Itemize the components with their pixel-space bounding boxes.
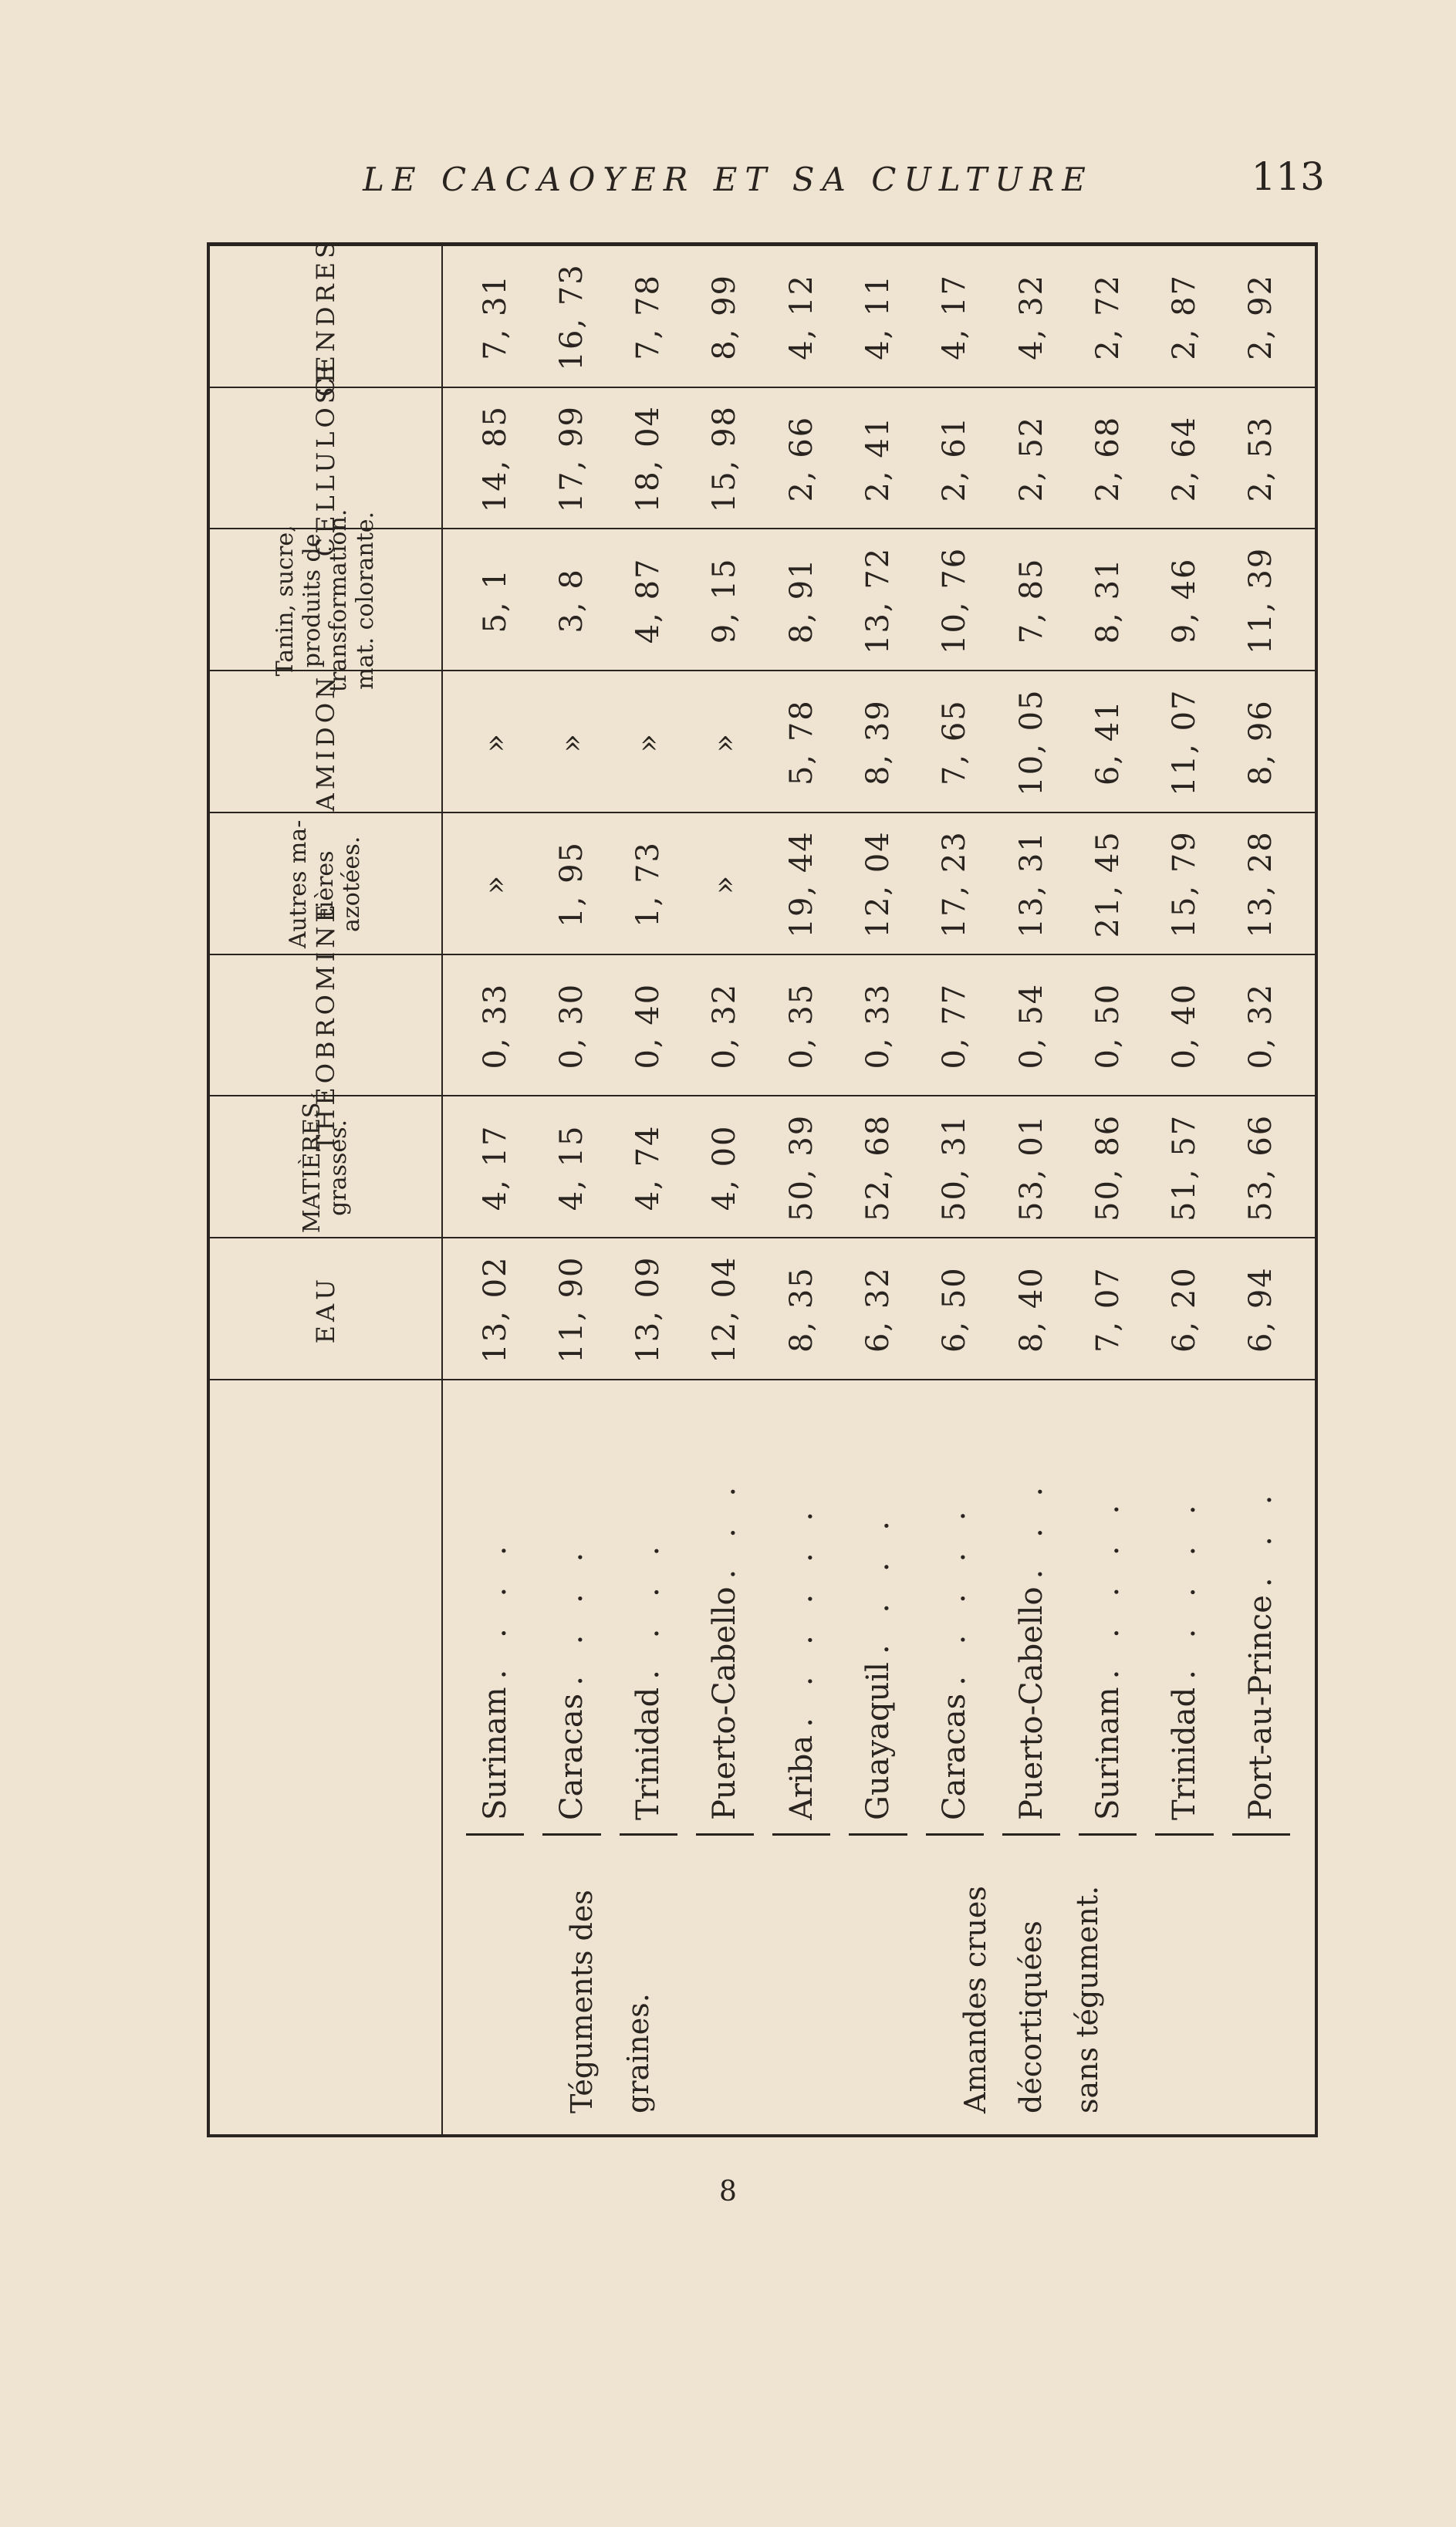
cell-eau: 12, 04 — [707, 1255, 743, 1363]
column-header-ta: Tanin, sucre, produits de transformation. mat. colorante. — [272, 508, 379, 693]
cell-mg: 50, 31 — [937, 1113, 973, 1221]
row-brace — [542, 1821, 600, 1836]
cell-ce: 2, 68 — [1089, 415, 1126, 502]
group-label — [457, 1851, 763, 2113]
cell-eau: 6, 20 — [1167, 1266, 1203, 1353]
origin-name: Ariba — [783, 1735, 819, 1820]
leader-dots: . . . . . — [1167, 1494, 1203, 1680]
group-label-line: graines. — [620, 1993, 655, 2113]
column-header-am: Autres ma- tières azotées. — [285, 819, 366, 949]
row-brace — [1079, 1821, 1137, 1836]
cell-ta: 9, 15 — [707, 557, 743, 644]
cell-eau: 6, 50 — [937, 1266, 973, 1353]
row-origin — [1222, 1388, 1299, 1820]
cell-eau: 13, 02 — [477, 1255, 513, 1363]
cell-ta: 8, 31 — [1089, 557, 1126, 644]
cell-ce: 2, 66 — [783, 415, 819, 502]
leader-dots: . . . — [1013, 1475, 1049, 1579]
header-rule — [441, 246, 443, 2137]
row-origin — [1069, 1388, 1147, 1820]
origin-name: Puerto-Cabello — [1013, 1586, 1049, 1820]
cell-ce: 2, 53 — [1243, 415, 1279, 502]
cell-th: 0, 40 — [1167, 982, 1203, 1069]
cell-cen: 2, 92 — [1243, 273, 1279, 360]
cell-cen: 7, 78 — [630, 273, 667, 360]
row-origin — [533, 1388, 610, 1820]
cell-th: 0, 40 — [630, 982, 667, 1069]
row-origin — [686, 1388, 763, 1820]
page-number: 113 — [1251, 154, 1325, 199]
cell-ce: 2, 61 — [937, 415, 973, 502]
cell-eau: 8, 40 — [1013, 1266, 1049, 1353]
cell-ce: 18, 04 — [630, 405, 667, 513]
cell-cen: 7, 31 — [477, 273, 513, 360]
cell-ta: 13, 72 — [860, 546, 896, 654]
cell-ta: 9, 46 — [1167, 557, 1203, 644]
cell-mg: 51, 57 — [1167, 1113, 1203, 1221]
cell-eau: 6, 32 — [860, 1266, 896, 1353]
cell-ce: 17, 99 — [553, 405, 589, 513]
row-origin — [763, 1388, 840, 1820]
cell-eau: 7, 07 — [1089, 1266, 1126, 1353]
cell-cen: 4, 12 — [783, 273, 819, 360]
cell-ce: 14, 85 — [477, 405, 513, 513]
cell-ce: 2, 52 — [1013, 415, 1049, 502]
cell-ami: 5, 78 — [783, 699, 819, 786]
origin-name: Trinidad — [630, 1687, 667, 1820]
cell-am: 15, 79 — [1167, 830, 1203, 938]
cell-th: 0, 33 — [477, 982, 513, 1069]
cell-th: 0, 35 — [783, 982, 819, 1069]
leader-dots: . . . . . — [937, 1500, 973, 1686]
row-origin — [993, 1388, 1070, 1820]
cell-ce: 15, 98 — [707, 405, 743, 513]
row-brace — [1232, 1821, 1290, 1836]
cell-mg: 4, 00 — [707, 1124, 743, 1211]
group-label-line: Téguments des — [565, 1890, 600, 2113]
cell-mg: 50, 39 — [783, 1113, 819, 1221]
origin-name: Caracas — [937, 1693, 973, 1820]
row-brace — [696, 1821, 754, 1836]
group-label — [763, 1851, 1299, 2113]
cell-eau: 8, 35 — [783, 1266, 819, 1353]
cell-am: 13, 31 — [1013, 830, 1049, 938]
cell-ami: 10, 05 — [1013, 688, 1049, 796]
cell-eau: 13, 09 — [630, 1255, 667, 1363]
cell-th: 0, 32 — [707, 982, 743, 1069]
leader-dots: . . . — [707, 1475, 743, 1579]
cell-ta: 8, 91 — [783, 557, 819, 644]
folio-number: 8 — [719, 2176, 737, 2208]
cell-th: 0, 54 — [1013, 982, 1049, 1069]
leader-dots: . . . . — [553, 1541, 589, 1686]
cell-mg: 4, 74 — [630, 1124, 667, 1211]
cell-cen: 4, 17 — [937, 273, 973, 360]
group-label-line: sans tégument. — [1069, 1885, 1104, 2113]
running-title: LE CACAOYER ET SA CULTURE — [363, 160, 1093, 198]
leader-dots: . . . . — [860, 1510, 896, 1655]
cell-ami: 8, 39 — [860, 699, 896, 786]
cell-eau: 11, 90 — [553, 1255, 589, 1363]
cell-ta: 5, 1 — [477, 568, 513, 633]
origin-name: Trinidad — [1167, 1687, 1203, 1820]
cell-am: 12, 04 — [860, 830, 896, 938]
leader-dots: . . . . — [477, 1535, 513, 1680]
cell-cen: 4, 32 — [1013, 273, 1049, 360]
cell-ami: 8, 96 — [1243, 699, 1279, 786]
cell-am: 21, 45 — [1089, 830, 1126, 938]
row-brace — [772, 1821, 830, 1836]
cell-eau: 6, 94 — [1243, 1266, 1279, 1353]
cell-mg: 53, 01 — [1013, 1113, 1049, 1221]
row-origin — [610, 1388, 687, 1820]
group-label-line: Amandes crues — [958, 1886, 993, 2113]
row-brace — [1002, 1821, 1060, 1836]
rotated-table-body — [210, 237, 1315, 2137]
row-origin — [457, 1388, 534, 1820]
cell-cen: 16, 73 — [553, 263, 589, 371]
cell-ta: 4, 87 — [630, 557, 667, 644]
cell-mg: 4, 17 — [477, 1124, 513, 1211]
origin-name: Port-au-Prince — [1243, 1595, 1279, 1820]
leader-dots: . . . . . — [1089, 1493, 1126, 1680]
cell-am: 1, 73 — [630, 840, 667, 927]
cell-am: 19, 44 — [783, 830, 819, 938]
cell-mg: 4, 15 — [553, 1124, 589, 1211]
column-header-th: THÉOBROMINE — [310, 900, 340, 1151]
cell-am: 13, 28 — [1243, 830, 1279, 938]
cell-ami: » — [553, 731, 589, 753]
cell-th: 0, 32 — [1243, 982, 1279, 1069]
row-brace — [620, 1821, 677, 1836]
row-brace — [466, 1821, 524, 1836]
column-header-ce: CELLULOSE — [310, 360, 340, 557]
cell-cen: 4, 11 — [860, 273, 896, 360]
cell-am: » — [477, 873, 513, 895]
row-brace — [1155, 1821, 1213, 1836]
composition-table — [207, 237, 1318, 2137]
cell-cen: 8, 99 — [707, 273, 743, 360]
column-header-eau: EAU — [310, 1275, 340, 1344]
cell-ta: 11, 39 — [1243, 546, 1279, 654]
origin-name: Caracas — [553, 1693, 589, 1820]
cell-ami: 11, 07 — [1167, 688, 1203, 796]
cell-th: 0, 77 — [937, 982, 973, 1069]
column-header-cen: CENDRES — [310, 237, 340, 397]
column-header-mg: MATIÈRES grasses. — [298, 1102, 352, 1234]
cell-mg: 53, 66 — [1243, 1113, 1279, 1221]
row-brace — [849, 1821, 907, 1836]
leader-dots: . . . . — [630, 1535, 667, 1680]
leader-dots: . . . . . . — [783, 1500, 819, 1728]
cell-ta: 3, 8 — [553, 568, 589, 633]
cell-am: 17, 23 — [937, 830, 973, 938]
row-origin — [1146, 1388, 1223, 1820]
cell-cen: 2, 72 — [1089, 273, 1126, 360]
origin-name: Surinam — [477, 1687, 513, 1820]
cell-ami: 6, 41 — [1089, 699, 1126, 786]
cell-th: 0, 33 — [860, 982, 896, 1069]
cell-ami: 7, 65 — [937, 699, 973, 786]
table-grid — [210, 237, 1315, 2137]
cell-am: 1, 95 — [553, 840, 589, 927]
cell-ami: » — [477, 731, 513, 753]
row-brace — [926, 1821, 984, 1836]
row-origin — [839, 1388, 917, 1820]
origin-name: Surinam — [1089, 1687, 1126, 1820]
cell-ce: 2, 64 — [1167, 415, 1203, 502]
origin-name: Guayaquil — [860, 1662, 896, 1820]
cell-ami: » — [630, 731, 667, 753]
cell-ami: » — [707, 731, 743, 753]
row-origin — [916, 1388, 993, 1820]
column-header-ami: AMIDON — [310, 673, 340, 812]
group-label-line: décortiquées — [1014, 1921, 1049, 2113]
origin-name: Puerto-Cabello — [707, 1586, 743, 1820]
cell-ta: 10, 76 — [937, 546, 973, 654]
cell-ta: 7, 85 — [1013, 557, 1049, 644]
cell-th: 0, 50 — [1089, 982, 1126, 1069]
cell-th: 0, 30 — [553, 982, 589, 1069]
cell-cen: 2, 87 — [1167, 273, 1203, 360]
leader-dots: . . . — [1243, 1484, 1279, 1588]
cell-mg: 50, 86 — [1089, 1113, 1126, 1221]
running-head — [0, 154, 1456, 216]
cell-am: » — [707, 873, 743, 895]
cell-ce: 2, 41 — [860, 415, 896, 502]
cell-mg: 52, 68 — [860, 1113, 896, 1221]
